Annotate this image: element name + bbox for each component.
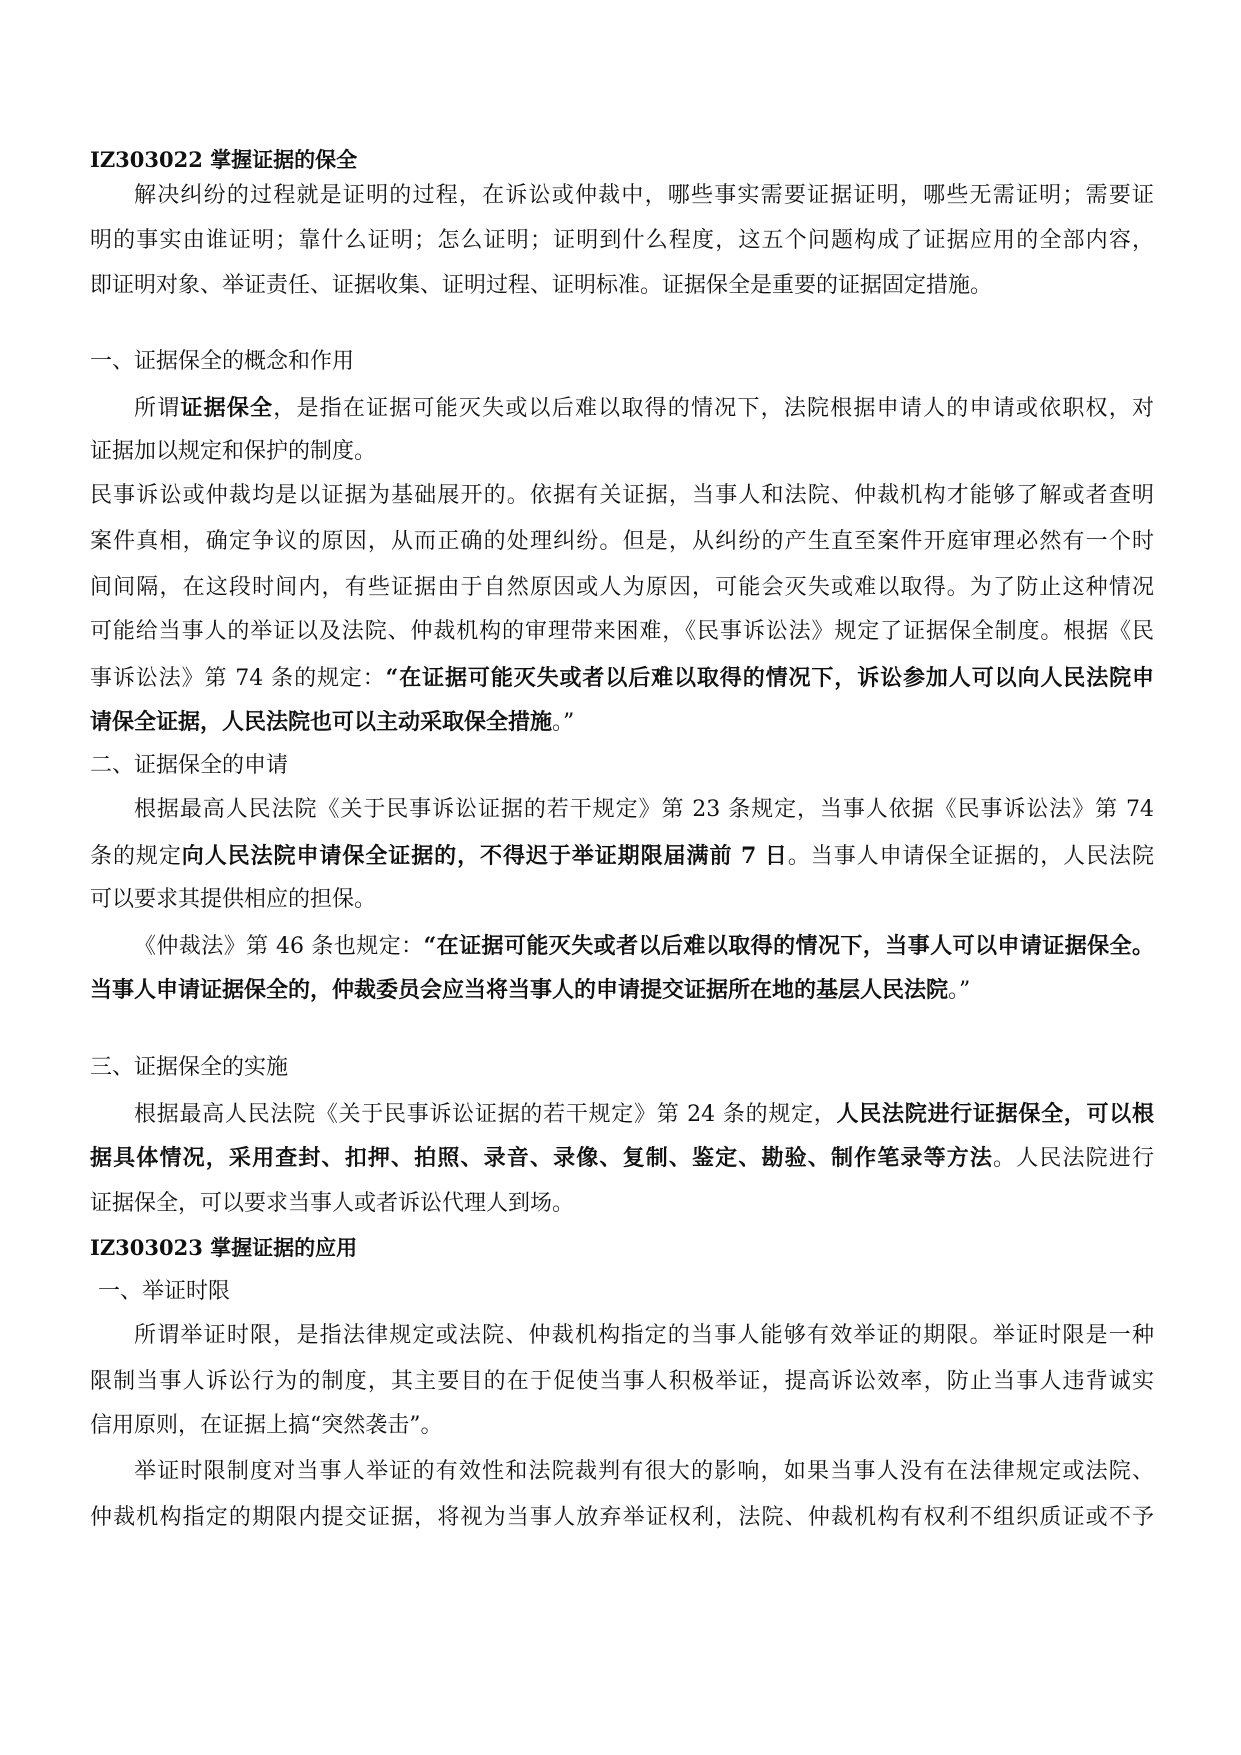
para-role-line-6: 请保全证据，人民法院也可以主动采取保全措施。”	[90, 709, 575, 735]
para-arbitration-line-2: 当事人申请证据保全的，仲裁委员会应当将当事人的申请提交证据所在地的基层人民法院。”	[90, 977, 971, 1003]
para-implementation-line-3: 证据保全，可以要求当事人或者诉讼代理人到场。	[90, 1191, 575, 1216]
section-title: IZ303022 掌握证据的保全	[90, 147, 358, 172]
para-arbitration-line-1: 《仲裁法》第 46 条也规定：“在证据可能灭失或者以后难以取得的情况下，当事人可以申请证据保全。	[134, 933, 1154, 959]
para-effect-line-1: 举证时限制度对当事人举证的有效性和法院裁判有很大的影响，如果当事人没有在法律规定或法院、	[134, 1459, 1154, 1484]
para-concept-line-1: 所谓证据保全，是指在证据可能灭失或以后难以取得的情况下，法院根据申请人的申请或依职权，对	[134, 395, 1154, 421]
intro-line-2: 明的事实由谁证明；靠什么证明；怎么证明；证明到什么程度，这五个问题构成了证据应用的全部内容，	[90, 228, 1154, 253]
para-application-line-1: 根据最高人民法院《关于民事诉讼证据的若干规定》第 23 条规定，当事人依据《民事诉讼法》第 74	[134, 797, 1154, 822]
subheading-application: 二、证据保全的申请	[90, 753, 289, 778]
para-time-limit-line-1: 所谓举证时限，是指法律规定或法院、仲裁机构指定的当事人能够有效举证的期限。举证时限是一种	[134, 1323, 1154, 1348]
para-role-line-4: 可能给当事人的举证以及法院、仲裁机构的审理带来困难，《民事诉讼法》规定了证据保全制度。根据《民	[90, 619, 1154, 644]
para-implementation-line-1: 根据最高人民法院《关于民事诉讼证据的若干规定》第 24 条的规定，人民法院进行证据保全，可以根	[134, 1101, 1154, 1127]
para-time-limit-line-3: 信用原则，在证据上搞“突然袭击”。	[90, 1413, 443, 1438]
para-application-line-3: 可以要求其提供相应的担保。	[90, 887, 377, 912]
para-time-limit-line-2: 限制当事人诉讼行为的制度，其主要目的在于促使当事人积极举证，提高诉讼效率，防止当事人违背诚实	[90, 1369, 1154, 1394]
para-application-line-2: 条的规定向人民法院申请保全证据的，不得迟于举证期限届满前 7 日。当事人申请保全证据的，人民法院	[90, 843, 1154, 869]
para-role-line-1: 民事诉讼或仲裁均是以证据为基础展开的。依据有关证据，当事人和法院、仲裁机构才能够了解或者查明	[90, 483, 1154, 508]
subheading-implementation: 三、证据保全的实施	[90, 1055, 289, 1080]
para-role-line-5: 事诉讼法》第 74 条的规定：“在证据可能灭失或者以后难以取得的情况下，诉讼参加人可以向人民法院申	[90, 665, 1154, 691]
intro-line-3: 即证明对象、举证责任、证据收集、证明过程、证明标准。证据保全是重要的证据固定措施。	[90, 273, 993, 298]
para-role-line-2: 案件真相，确定争议的原因，从而正确的处理纠纷。但是，从纠纷的产生直至案件开庭审理必然有一个时	[90, 529, 1154, 554]
para-effect-line-2: 仲裁机构指定的期限内提交证据，将视为当事人放弃举证权利，法院、仲裁机构有权利不组织质证或不予	[90, 1505, 1154, 1530]
para-implementation-line-2: 据具体情况，采用查封、扣押、拍照、录音、录像、复制、鉴定、勘验、制作笔录等方法。人民法院进行	[90, 1145, 1154, 1171]
para-role-line-3: 间间隔，在这段时间内，有些证据由于自然原因或人为原因，可能会灭失或难以取得。为了防止这种情况	[90, 575, 1154, 600]
intro-line-1: 解决纠纷的过程就是证明的过程，在诉讼或仲裁中，哪些事实需要证据证明，哪些无需证明；需要证	[134, 183, 1154, 208]
subheading-concept: 一、证据保全的概念和作用	[90, 349, 355, 374]
subheading-time-limit: 一、举证时限	[98, 1279, 231, 1304]
section-title-2: IZ303023 掌握证据的应用	[90, 1235, 358, 1260]
para-concept-line-2: 证据加以规定和保护的制度。	[90, 439, 377, 464]
